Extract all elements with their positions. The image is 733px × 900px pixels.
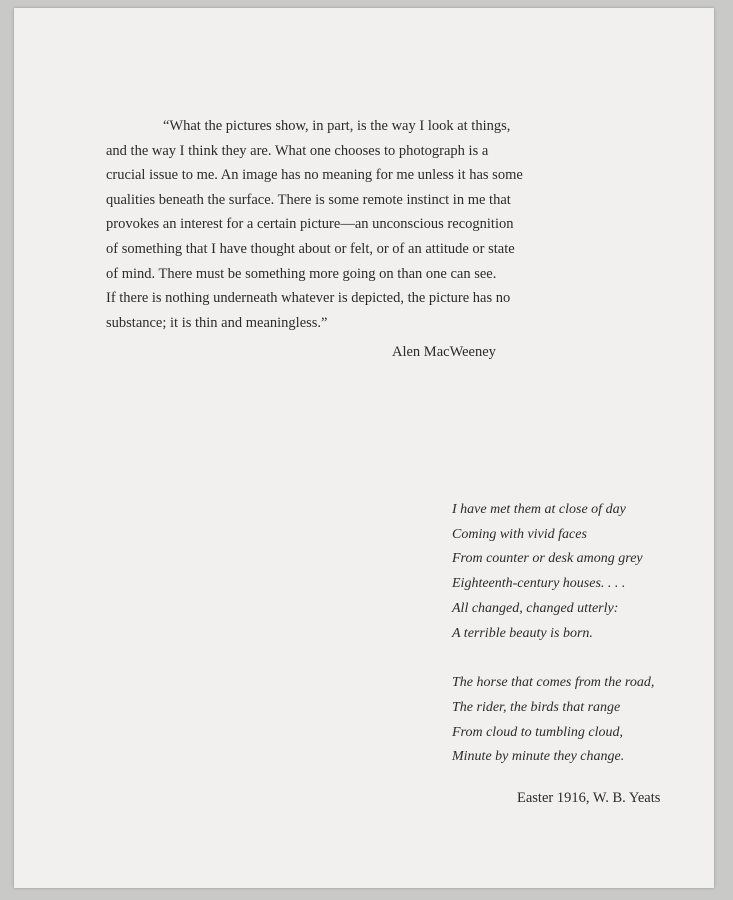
poem-line: Minute by minute they change. (452, 749, 625, 765)
printed-page (14, 8, 714, 888)
poem-line: Coming with vivid faces (452, 526, 587, 542)
poem-line: All changed, changed utterly: (452, 600, 619, 616)
quote-line: of mind. There must be something more going on than one can see. (106, 265, 497, 282)
poem-line: From cloud to tumbling cloud, (452, 724, 623, 740)
quote-attribution: Alen MacWeeney (392, 344, 496, 360)
poem-stanza (452, 498, 654, 646)
poem-line: The horse that comes from the road, (452, 675, 655, 691)
quote-block (106, 114, 556, 335)
quote-line: provokes an interest for a certain picture—an unconscious recognition (106, 216, 514, 233)
quote-line: qualities beneath the surface. There is some remote instinct in me that (106, 191, 511, 208)
poem-credit: Easter 1916, W. B. Yeats (517, 790, 661, 806)
poem-line: The rider, the birds that range (452, 699, 621, 715)
quote-line: of something that I have thought about or felt, or of an attitude or state (106, 240, 515, 257)
poem-line: From counter or desk among grey (452, 551, 643, 567)
poem-line: A terrible beauty is born. (452, 625, 593, 641)
quote-line: substance; it is thin and meaningless.” (106, 314, 328, 331)
quote-line: “What the pictures show, in part, is the way I look at things, (163, 118, 511, 134)
poem-block (452, 498, 654, 770)
poem-line: I have met them at close of day (452, 502, 626, 517)
poem-stanza (452, 671, 654, 770)
quote-line: If there is nothing underneath whatever is depicted, the picture has no (106, 290, 511, 307)
quote-line: and the way I think they are. What one chooses to photograph is a (106, 142, 489, 159)
quote-line: crucial issue to me. An image has no meaning for me unless it has some (106, 167, 523, 184)
poem-line: Eighteenth-century houses. . . . (452, 576, 626, 592)
